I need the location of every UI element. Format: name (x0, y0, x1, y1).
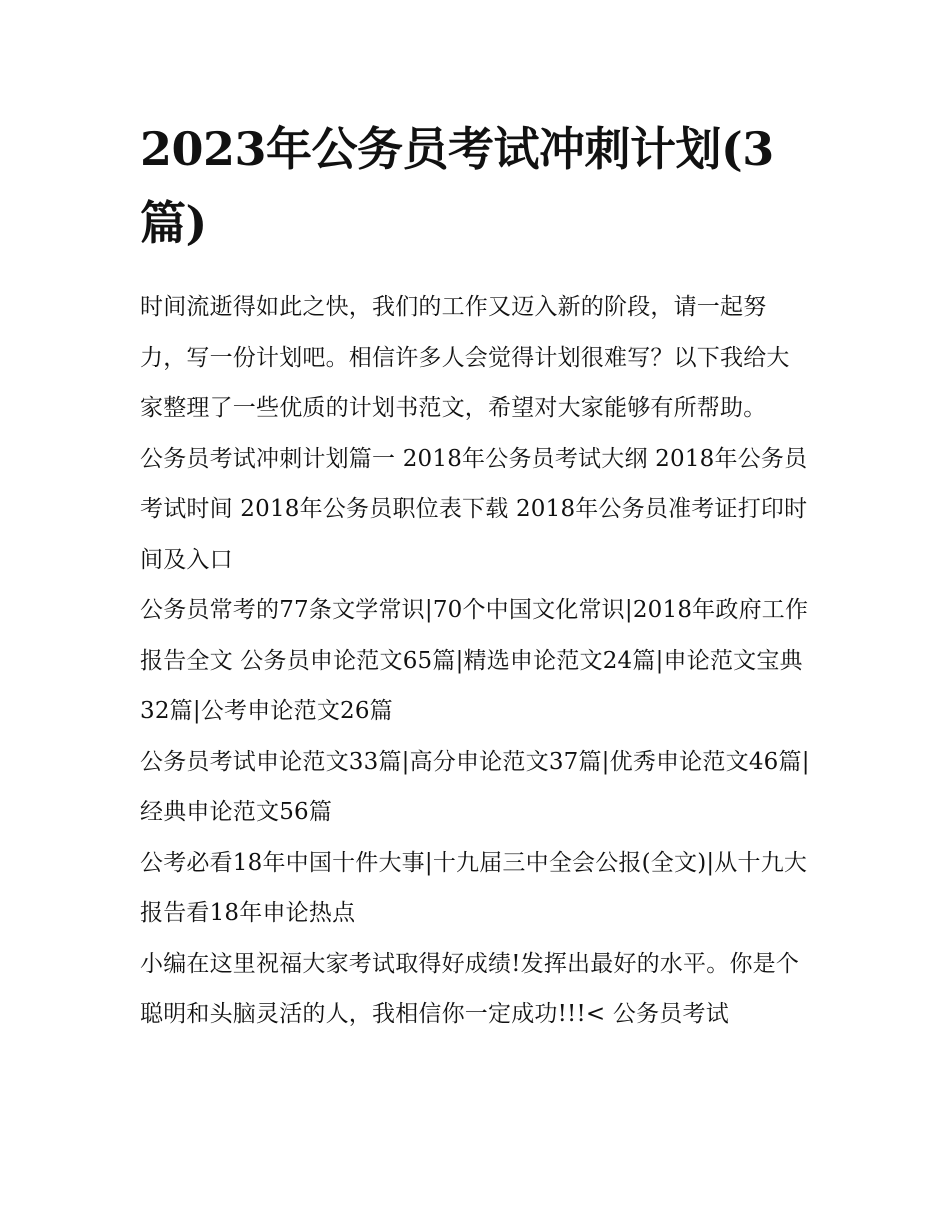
paragraph-common-knowledge: 公务员常考的77条文学常识|70个中国文化常识|2018年政府工作报告全文 公务员申论范文65篇|精选申论范文24篇|申论范文宝典32篇|公考申论范文26篇 (140, 597, 809, 724)
document-body (140, 282, 812, 1040)
paragraph-hot-topics: 公考必看18年中国十件大事|十九届三中全会公报(全文)|从十九大报告看18年申论热点 (140, 849, 808, 926)
paragraph-essay-samples: 公务员考试申论范文33篇|高分申论范文37篇|优秀申论范文46篇|经典申论范文56篇 (140, 748, 810, 825)
document-page (140, 112, 812, 1040)
document-title: 2023年公务员考试冲刺计划(3篇) (140, 122, 774, 250)
paragraph-exam-links: 公务员考试冲刺计划篇一 2018年公务员考试大纲 2018年公务员考试时间 2018年公务员职位表下载 2018年公务员准考证打印时间及入口 (140, 445, 808, 573)
paragraph-intro: 时间流逝得如此之快，我们的工作又迈入新的阶段，请一起努力，写一份计划吧。相信许多人会觉得计划很难写？以下我给大家整理了一些优质的计划书范文，希望对大家能够有所帮助。 (140, 294, 790, 421)
paragraph-closing: 小编在这里祝福大家考试取得好成绩!发挥出最好的水平。你是个聪明和头脑灵活的人，我相信你一定成功!!!< 公务员考试 (140, 950, 800, 1027)
